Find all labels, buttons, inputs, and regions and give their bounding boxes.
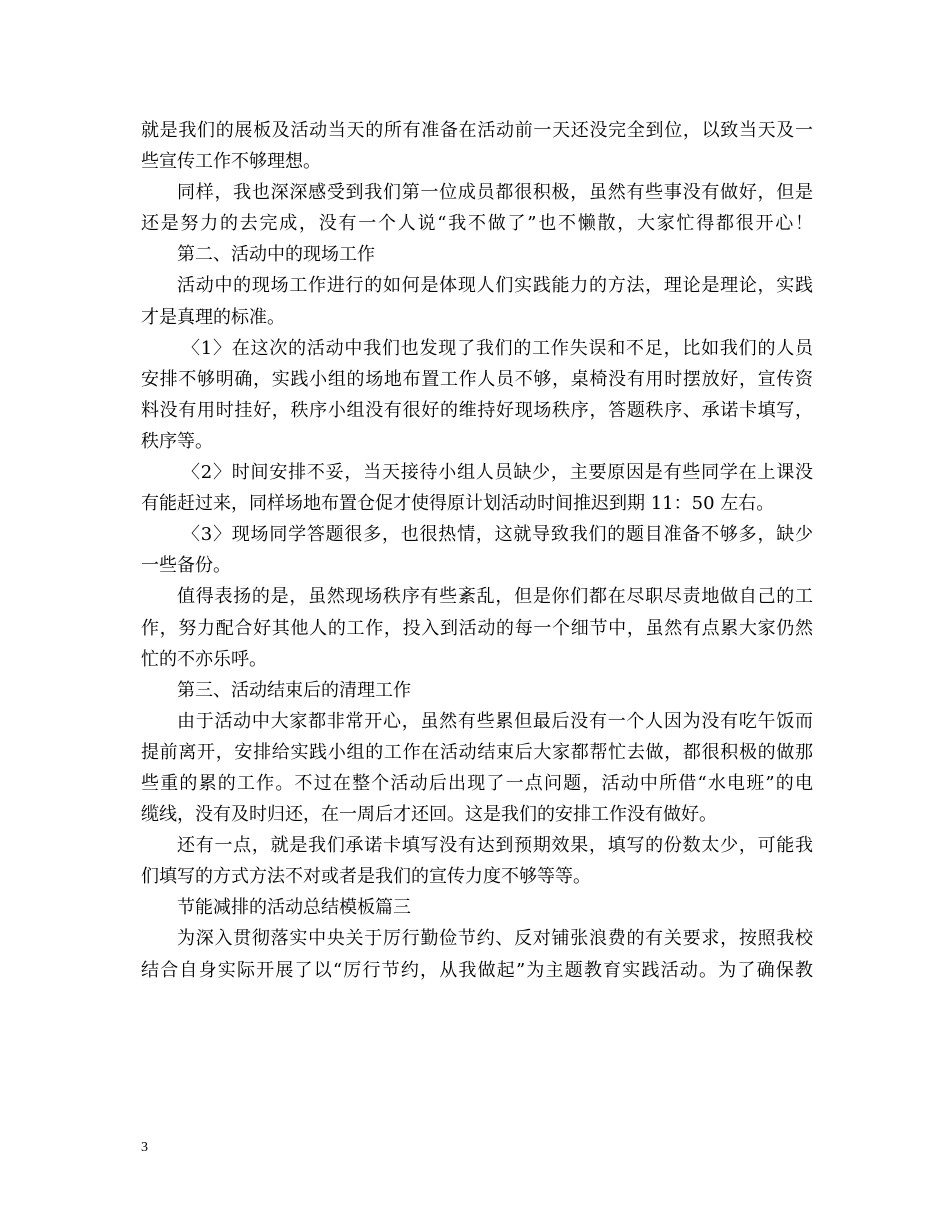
text-line: 作，努力配合好其他人的工作，投入到活动的每一个细节中，虽然有点累大家仍然 [141, 617, 813, 639]
section-heading: 第二、活动中的现场工作 [177, 244, 375, 266]
section-heading: 节能减排的活动总结模板篇三 [177, 897, 411, 919]
text-line: 一些备份。 [141, 555, 231, 577]
text-line: 为深入贯彻落实中央关于厉行勤俭节约、反对铺张浪费的有关要求，按照我校 [177, 928, 813, 950]
text-line: 些重的累的工作。不过在整个活动后出现了一点问题，活动中所借“水电班”的电 [141, 772, 813, 794]
text-line: 结合自身实际开展了以“厉行节约，从我做起”为主题教育实践活动。为了确保教 [141, 959, 813, 981]
text-line: 同样，我也深深感受到我们第一位成员都很积极，虽然有些事没有做好，但是 [177, 182, 813, 204]
text-line: 有能赶过来，同样场地布置仓促才使得原计划活动时间推迟到期 11：50 左右。 [141, 493, 775, 515]
text-line: 〈1〉在这次的活动中我们也发现了我们的工作失误和不足，比如我们的人员 [182, 337, 813, 359]
document-body [141, 115, 813, 986]
text-line: 才是真理的标准。 [141, 306, 285, 328]
text-line: 〈2〉时间安排不妥，当天接待小组人员缺少，主要原因是有些同学在上课没 [182, 462, 813, 484]
text-line: 缆线，没有及时归还，在一周后才还回。这是我们的安排工作没有做好。 [141, 804, 717, 826]
text-line: 活动中的现场工作进行的如何是体现人们实践能力的方法，理论是理论，实践 [177, 275, 813, 297]
text-line: 提前离开，安排给实践小组的工作在活动结束后大家都帮忙去做，都很积极的做那 [141, 741, 813, 763]
text-line: 还是努力的去完成，没有一个人说“我不做了”也不懒散，大家忙得都很开心！ [141, 213, 813, 235]
text-line: 们填写的方式方法不对或者是我们的宣传力度不够等等。 [141, 866, 591, 888]
page-number: 3 [141, 1140, 148, 1155]
text-line: 由于活动中大家都非常开心，虽然有些累但最后没有一个人因为没有吃午饭而 [177, 710, 813, 732]
text-line: 些宣传工作不够理想。 [141, 151, 321, 173]
text-line: 〈3〉现场同学答题很多，也很热情，这就导致我们的题目准备不够多，缺少 [182, 524, 813, 546]
text-line: 料没有用时挂好，秩序小组没有很好的维持好现场秩序，答题秩序、承诺卡填写， [141, 399, 813, 421]
section-heading: 第三、活动结束后的清理工作 [177, 679, 411, 701]
text-line: 值得表扬的是，虽然现场秩序有些紊乱，但是你们都在尽职尽责地做自己的工 [177, 586, 813, 608]
text-line: 安排不够明确，实践小组的场地布置工作人员不够，桌椅没有用时摆放好，宣传资 [141, 368, 813, 390]
text-line: 秩序等。 [141, 430, 213, 452]
text-line: 还有一点，就是我们承诺卡填写没有达到预期效果，填写的份数太少，可能我 [177, 835, 813, 857]
text-line: 忙的不亦乐呼。 [141, 648, 267, 670]
text-line: 就是我们的展板及活动当天的所有准备在活动前一天还没完全到位，以致当天及一 [141, 120, 813, 141]
